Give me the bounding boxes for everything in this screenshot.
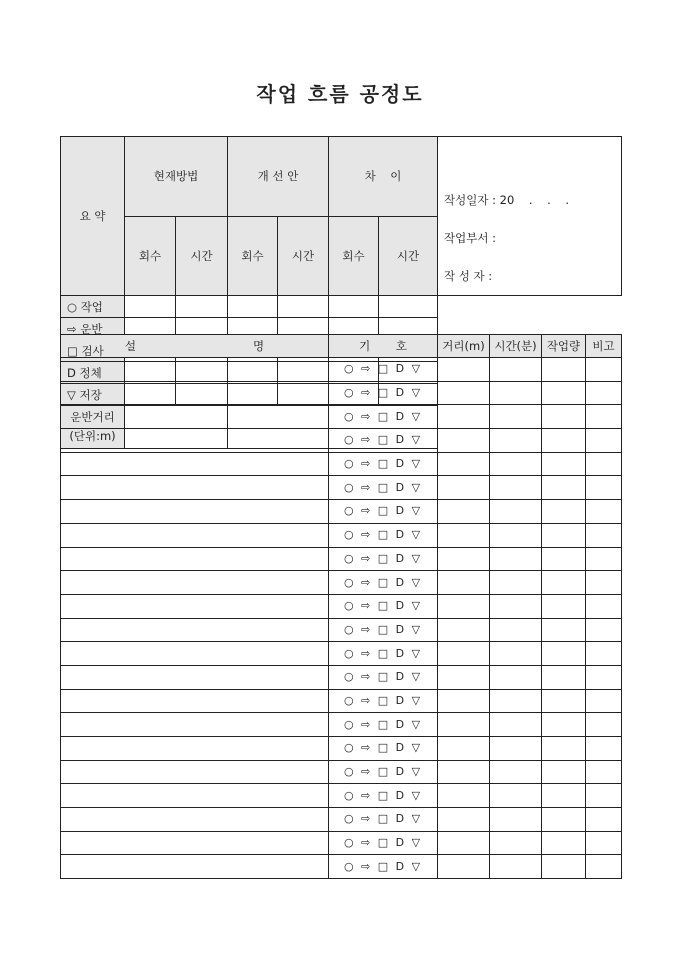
distance-cell[interactable] (438, 808, 490, 832)
time-cell[interactable] (490, 358, 542, 382)
symbol-cell[interactable]: ○ ⇨ □ D ▽ (329, 571, 438, 595)
workload-cell[interactable] (542, 713, 586, 737)
workload-cell[interactable] (542, 358, 586, 382)
description-cell[interactable] (61, 500, 329, 524)
table-row (61, 381, 622, 405)
distance-cell[interactable] (438, 452, 490, 476)
distance-cell[interactable] (438, 523, 490, 547)
workload-cell[interactable] (542, 737, 586, 761)
distance-cell[interactable] (438, 429, 490, 453)
symbol-cell[interactable]: ○ ⇨ □ D ▽ (329, 713, 438, 737)
description-cell[interactable] (61, 784, 329, 808)
time-cell[interactable] (490, 784, 542, 808)
symbol-cell[interactable]: ○ ⇨ □ D ▽ (329, 808, 438, 832)
time-cell[interactable] (490, 452, 542, 476)
symbol-cell[interactable]: ○ ⇨ □ D ▽ (329, 642, 438, 666)
summary-cell[interactable] (278, 296, 329, 318)
workload-cell[interactable] (542, 500, 586, 524)
remarks-cell[interactable] (586, 689, 622, 713)
remarks-cell[interactable] (586, 713, 622, 737)
table-row (61, 618, 622, 642)
description-cell[interactable] (61, 665, 329, 689)
time-cell[interactable] (490, 855, 542, 879)
time-cell[interactable] (490, 523, 542, 547)
detail-header: 시간(분) (490, 335, 542, 358)
sub-header: 회수 (329, 216, 379, 296)
table-row (61, 831, 622, 855)
table-row (61, 737, 622, 761)
time-cell[interactable] (490, 381, 542, 405)
summary-row-label: ○ 작업 (67, 299, 103, 314)
remarks-cell[interactable] (586, 760, 622, 784)
description-cell[interactable] (61, 405, 329, 429)
workload-cell[interactable] (542, 855, 586, 879)
remarks-cell[interactable] (586, 855, 622, 879)
symbol-cell[interactable]: ○ ⇨ □ D ▽ (329, 784, 438, 808)
group-difference: 차 이 (329, 137, 438, 217)
workload-cell[interactable] (542, 642, 586, 666)
workload-cell[interactable] (542, 594, 586, 618)
author-field[interactable]: 작 성 자 : (444, 269, 493, 283)
remarks-cell[interactable] (586, 500, 622, 524)
remarks-cell[interactable] (586, 547, 622, 571)
page-title: 작업 흐름 공정도 (256, 82, 424, 106)
table-row (61, 523, 622, 547)
time-cell[interactable] (490, 500, 542, 524)
distance-cell[interactable] (438, 831, 490, 855)
description-cell[interactable] (61, 760, 329, 784)
symbol-cell[interactable]: ○ ⇨ □ D ▽ (329, 523, 438, 547)
time-cell[interactable] (490, 618, 542, 642)
workload-cell[interactable] (542, 665, 586, 689)
table-row (61, 452, 622, 476)
time-cell[interactable] (490, 405, 542, 429)
remarks-cell[interactable] (586, 523, 622, 547)
workload-cell[interactable] (542, 381, 586, 405)
time-cell[interactable] (490, 571, 542, 595)
group-improvement: 개 선 안 (228, 137, 329, 217)
description-cell[interactable] (61, 594, 329, 618)
table-row (61, 405, 622, 429)
summary-row-label: ⇨ 운반 (67, 321, 103, 336)
time-cell[interactable] (490, 737, 542, 761)
time-cell[interactable] (490, 429, 542, 453)
remarks-cell[interactable] (586, 642, 622, 666)
remarks-cell[interactable] (586, 571, 622, 595)
remarks-cell[interactable] (586, 405, 622, 429)
time-cell[interactable] (490, 547, 542, 571)
remarks-cell[interactable] (586, 808, 622, 832)
detail-header: 거리(m) (438, 335, 490, 358)
distance-cell[interactable] (438, 618, 490, 642)
distance-cell[interactable] (438, 737, 490, 761)
symbol-cell[interactable]: ○ ⇨ □ D ▽ (329, 855, 438, 879)
distance-cell[interactable] (438, 571, 490, 595)
time-cell[interactable] (490, 642, 542, 666)
distance-cell[interactable] (438, 381, 490, 405)
description-cell[interactable] (61, 713, 329, 737)
distance-cell[interactable] (438, 665, 490, 689)
symbol-cell[interactable]: ○ ⇨ □ D ▽ (329, 476, 438, 500)
table-row (61, 358, 622, 382)
description-cell[interactable] (61, 855, 329, 879)
description-cell[interactable] (61, 476, 329, 500)
distance-cell[interactable] (438, 358, 490, 382)
workload-cell[interactable] (542, 452, 586, 476)
workload-cell[interactable] (542, 689, 586, 713)
time-cell[interactable] (490, 476, 542, 500)
time-cell[interactable] (490, 594, 542, 618)
description-cell[interactable] (61, 831, 329, 855)
symbol-cell[interactable]: ○ ⇨ □ D ▽ (329, 737, 438, 761)
detail-header: 작업량 (542, 335, 586, 358)
group-current-method: 현재방법 (125, 137, 228, 217)
time-cell[interactable] (490, 665, 542, 689)
date-field[interactable]: 작성일자 : 20 . . . (444, 193, 570, 207)
distance-cell[interactable] (438, 784, 490, 808)
time-cell[interactable] (490, 808, 542, 832)
description-cell[interactable] (61, 737, 329, 761)
summary-cell[interactable] (329, 296, 379, 318)
description-cell[interactable] (61, 808, 329, 832)
table-row (61, 429, 622, 453)
summary-row (61, 296, 622, 318)
distance-cell[interactable] (438, 760, 490, 784)
distance-cell[interactable] (438, 500, 490, 524)
distance-cell[interactable] (438, 405, 490, 429)
workload-cell[interactable] (542, 831, 586, 855)
table-row (61, 689, 622, 713)
department-field[interactable]: 작업부서 : (444, 231, 496, 245)
table-row (61, 713, 622, 737)
distance-label-text: 운반거리 (70, 410, 115, 424)
description-cell[interactable] (61, 642, 329, 666)
distance-cell[interactable] (438, 642, 490, 666)
workload-cell[interactable] (542, 476, 586, 500)
info-panel (438, 137, 622, 296)
time-cell[interactable] (490, 689, 542, 713)
summary-row-label-cell (61, 296, 125, 318)
sub-header: 회수 (125, 216, 176, 296)
detail-header: 기 호 (329, 335, 438, 358)
sub-header: 시간 (278, 216, 329, 296)
detail-header: 비고 (586, 335, 622, 358)
symbol-cell[interactable]: ○ ⇨ □ D ▽ (329, 500, 438, 524)
sub-header: 회수 (228, 216, 278, 296)
table-row (61, 760, 622, 784)
table-row (61, 547, 622, 571)
remarks-cell[interactable] (586, 358, 622, 382)
description-cell[interactable] (61, 523, 329, 547)
remarks-cell[interactable] (586, 737, 622, 761)
summary-label: 요 약 (61, 137, 125, 296)
sub-header: 시간 (176, 216, 228, 296)
time-cell[interactable] (490, 760, 542, 784)
distance-cell[interactable] (438, 713, 490, 737)
table-row (61, 642, 622, 666)
remarks-cell[interactable] (586, 831, 622, 855)
symbol-cell[interactable]: ○ ⇨ □ D ▽ (329, 760, 438, 784)
description-cell[interactable] (61, 429, 329, 453)
workload-cell[interactable] (542, 405, 586, 429)
description-cell[interactable] (61, 618, 329, 642)
symbol-cell[interactable]: ○ ⇨ □ D ▽ (329, 831, 438, 855)
time-cell[interactable] (490, 713, 542, 737)
table-row (61, 665, 622, 689)
table-row (61, 476, 622, 500)
remarks-cell[interactable] (586, 452, 622, 476)
symbol-cell[interactable]: ○ ⇨ □ D ▽ (329, 665, 438, 689)
workload-cell[interactable] (542, 523, 586, 547)
time-cell[interactable] (490, 831, 542, 855)
sub-header: 시간 (379, 216, 438, 296)
symbol-cell[interactable]: ○ ⇨ □ D ▽ (329, 689, 438, 713)
workload-cell[interactable] (542, 571, 586, 595)
summary-row-label: ▽ 저장 (67, 387, 102, 402)
remarks-cell[interactable] (586, 784, 622, 808)
workload-cell[interactable] (542, 808, 586, 832)
detail-table (60, 334, 622, 879)
symbol-cell[interactable]: ○ ⇨ □ D ▽ (329, 618, 438, 642)
table-row (61, 808, 622, 832)
distance-cell[interactable] (438, 855, 490, 879)
workload-cell[interactable] (542, 618, 586, 642)
description-cell[interactable] (61, 571, 329, 595)
workload-cell[interactable] (542, 784, 586, 808)
table-row (61, 571, 622, 595)
symbol-cell[interactable]: ○ ⇨ □ D ▽ (329, 381, 438, 405)
description-cell[interactable] (61, 689, 329, 713)
symbol-cell[interactable]: ○ ⇨ □ D ▽ (329, 358, 438, 382)
symbol-cell[interactable]: ○ ⇨ □ D ▽ (329, 429, 438, 453)
distance-cell[interactable] (438, 594, 490, 618)
summary-row-label: □ 검사 (67, 343, 104, 358)
remarks-cell[interactable] (586, 429, 622, 453)
workload-cell[interactable] (542, 760, 586, 784)
summary-cell[interactable] (125, 296, 176, 318)
symbol-cell[interactable]: ○ ⇨ □ D ▽ (329, 594, 438, 618)
description-cell[interactable] (61, 452, 329, 476)
table-row (61, 500, 622, 524)
symbol-cell[interactable]: ○ ⇨ □ D ▽ (329, 405, 438, 429)
symbol-cell[interactable]: ○ ⇨ □ D ▽ (329, 547, 438, 571)
remarks-cell[interactable] (586, 665, 622, 689)
distance-cell[interactable] (438, 476, 490, 500)
summary-row-label: D 정체 (67, 365, 102, 380)
distance-unit-text: (단위:m) (69, 429, 116, 443)
remarks-cell[interactable] (586, 381, 622, 405)
summary-cell[interactable] (228, 296, 278, 318)
summary-cell[interactable] (379, 296, 438, 318)
workload-cell[interactable] (542, 429, 586, 453)
distance-cell[interactable] (438, 547, 490, 571)
remarks-cell[interactable] (586, 594, 622, 618)
remarks-cell[interactable] (586, 618, 622, 642)
remarks-cell[interactable] (586, 476, 622, 500)
workload-cell[interactable] (542, 547, 586, 571)
distance-cell[interactable] (438, 689, 490, 713)
table-row (61, 594, 622, 618)
symbol-cell[interactable]: ○ ⇨ □ D ▽ (329, 452, 438, 476)
description-cell[interactable] (61, 547, 329, 571)
table-row (61, 784, 622, 808)
summary-cell[interactable] (176, 296, 228, 318)
table-row (61, 855, 622, 879)
detail-header: 설 명 (61, 335, 329, 358)
